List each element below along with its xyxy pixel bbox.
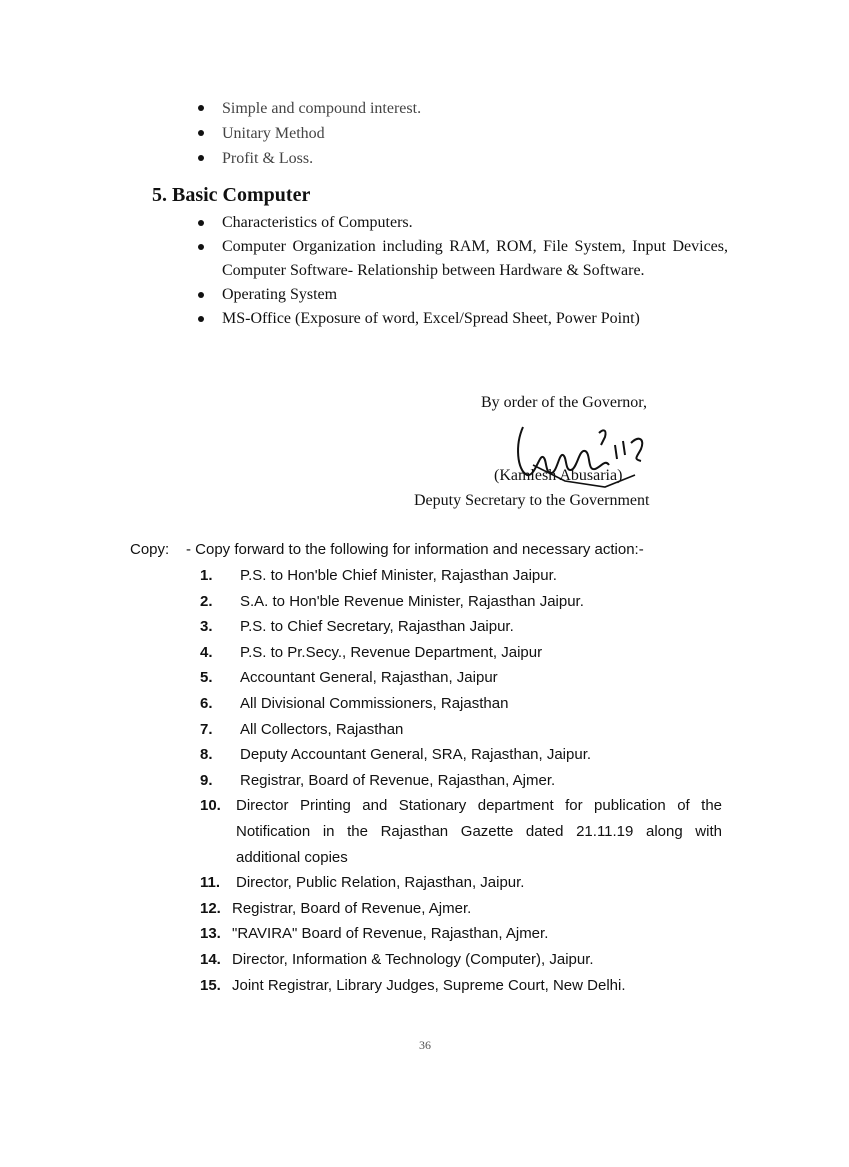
list-item: 8. Deputy Accountant General, SRA, Rajasthan, Jaipur. [200,746,592,764]
bullet-icon [198,130,204,136]
order-line: By order of the Governor, [481,394,647,411]
list-item: 1. P.S. to Hon'ble Chief Minister, Rajasthan Jaipur. [200,567,557,584]
list-item: Operating System [198,283,728,307]
list-item: Unitary Method [198,121,728,146]
copy-label: Copy: [130,541,170,558]
list-item: 5. Accountant General, Rajasthan, Jaipur [200,669,498,687]
list-item: 4. P.S. to Pr.Secy., Revenue Department, Jaipur [200,643,543,661]
signatory-title: Deputy Secretary to the Government [414,492,650,509]
list-item: 13. "RAVIRA" Board of Revenue, Rajasthan, Ajmer. [200,925,549,943]
list-item: 11. Director, Public Relation, Rajasthan, Jaipur. [200,874,525,892]
list-item: Computer Organization including RAM, ROM, File System, Input Devices, Computer Software- Relationship between Hardware & Software. [198,235,728,283]
copy-heading [130,541,644,558]
bullet-icon [198,155,204,161]
list-item: 12. Registrar, Board of Revenue, Ajmer. [200,899,472,917]
list-item: Simple and compound interest. [198,96,728,121]
bullet-icon [198,244,204,250]
bullet-icon [198,220,204,226]
list-item: Characteristics of Computers. [198,211,728,235]
section-heading: 5. Basic Computer [152,184,311,206]
list-item: 9. Registrar, Board of Revenue, Rajasthan, Ajmer. [200,771,556,789]
list-item: 6. All Divisional Commissioners, Rajasthan [200,694,509,712]
list-item: 3. P.S. to Chief Secretary, Rajasthan Jaipur. [200,618,514,636]
list-item: 10. Director Printing and Stationary department for publication of the Notification in the Rajasthan Gazette dated 21.11.19 along with additional copies [200,797,722,866]
list-item: 14. Director, Information & Technology (Computer), Jaipur. [200,950,594,968]
list-item: 7. All Collectors, Rajasthan [200,720,404,738]
list-item: MS-Office (Exposure of word, Excel/Spread Sheet, Power Point) [198,307,728,331]
bullet-icon [198,292,204,298]
list-item: Profit & Loss. [198,146,728,171]
signatory-name: (Kamlesh Abusaria) [494,467,623,484]
copy-intro: - Copy forward to the following for information and necessary action:- [186,541,644,558]
syllabus-bullets-continued [198,96,728,171]
bullet-icon [198,105,204,111]
list-item: 15. Joint Registrar, Library Judges, Supreme Court, New Delhi. [200,976,626,994]
basic-computer-list [198,211,728,331]
recipient-list [200,563,722,998]
bullet-icon [198,316,204,322]
list-item: 2. S.A. to Hon'ble Revenue Minister, Rajasthan Jaipur. [200,592,584,610]
page-number: 36 [419,1038,431,1052]
